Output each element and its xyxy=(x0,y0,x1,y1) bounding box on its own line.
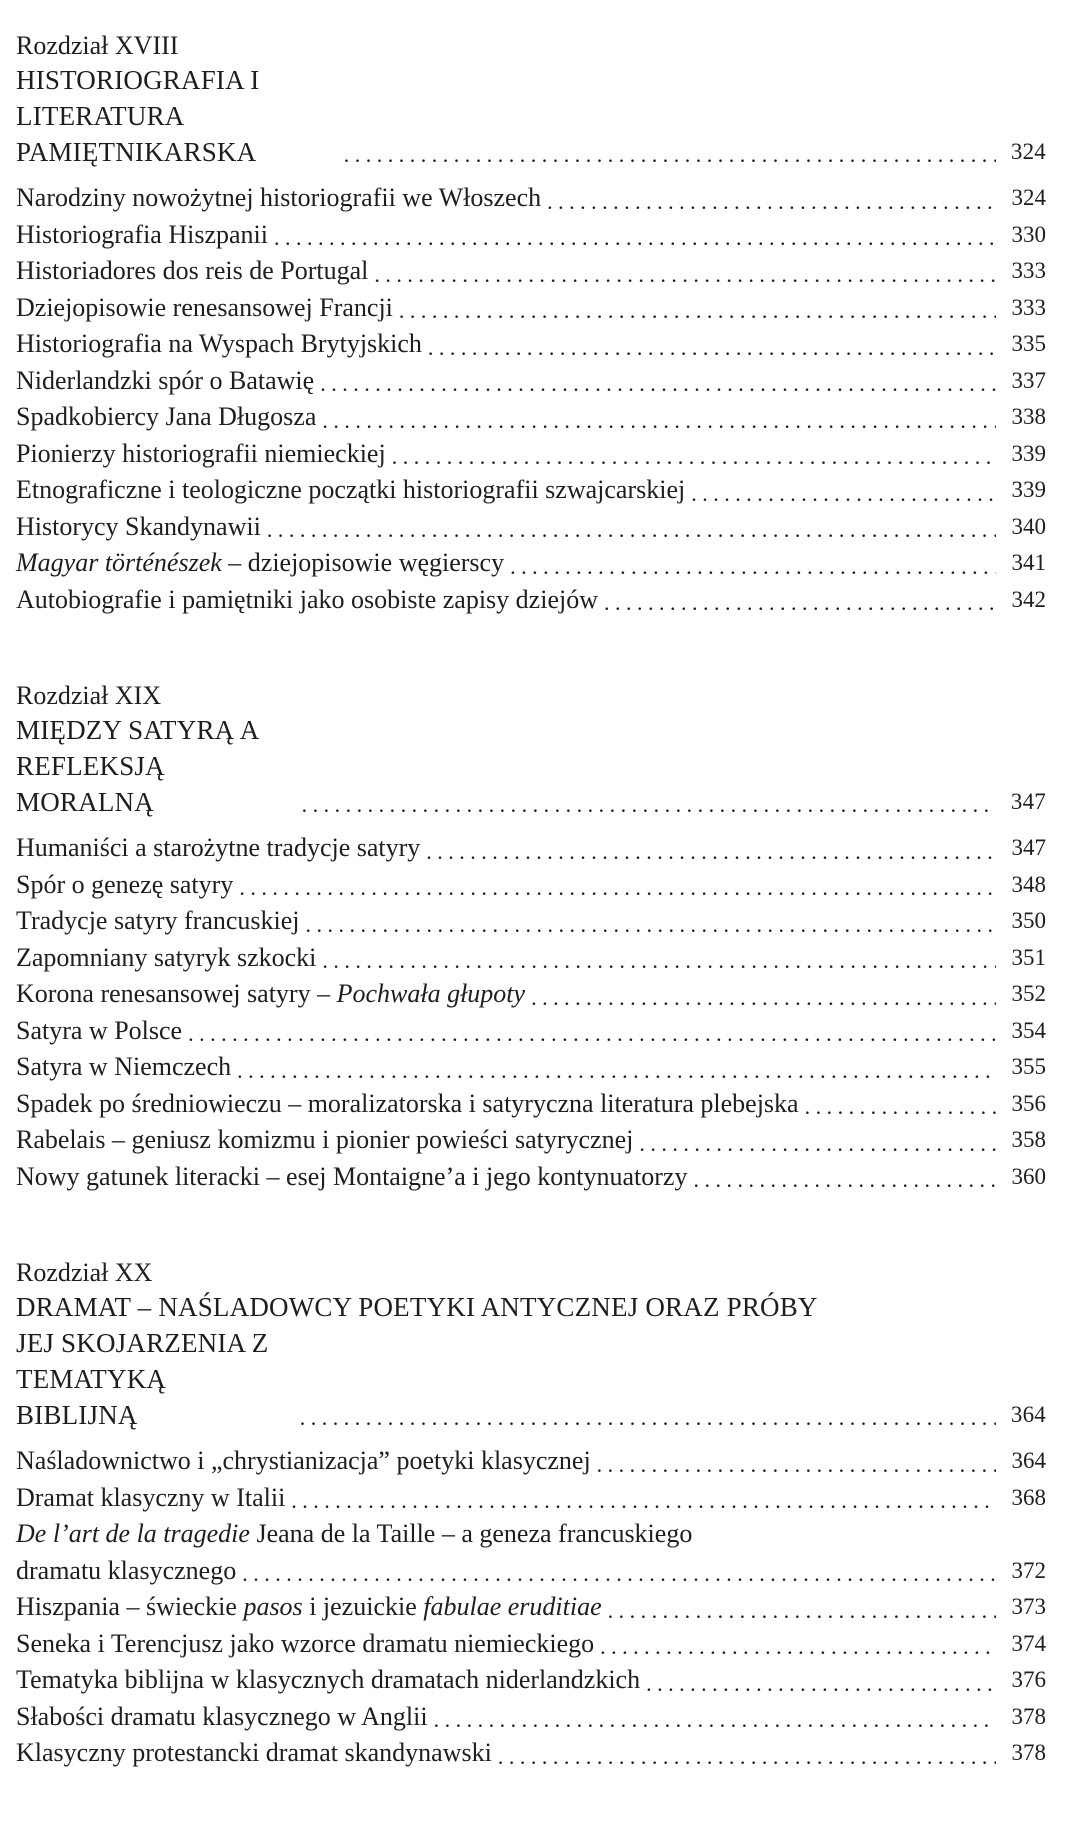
toc-entry xyxy=(16,1662,1046,1699)
entry-title-italic: De l’art de la tragedie xyxy=(16,1519,250,1548)
leader-dots xyxy=(531,983,996,1013)
entry-title: Rabelais – geniusz komizmu i pionier powieści satyrycznej xyxy=(16,1125,634,1154)
toc-entry xyxy=(16,1480,1046,1517)
page-number: 333 xyxy=(1011,258,1046,283)
toc-entry xyxy=(16,903,1046,940)
entry-title-rest: – dziejopisowie węgierscy xyxy=(221,548,505,577)
page-number: 358 xyxy=(1011,1127,1046,1152)
toc-entry xyxy=(16,1013,1046,1050)
leader-dots xyxy=(267,515,996,545)
entry-title xyxy=(16,976,525,1013)
page-number: 352 xyxy=(1011,981,1046,1006)
entry-title: Historycy Skandynawii xyxy=(16,511,261,541)
chapter-title-line-2: JEJ SKOJARZENIA Z TEMATYKĄ BIBLIJNĄ xyxy=(16,1328,269,1430)
leader-dots xyxy=(691,479,996,509)
page-number: 368 xyxy=(1011,1484,1046,1510)
entry-title: Niderlandzki spór o Batawię xyxy=(16,365,315,395)
toc-entry xyxy=(16,582,1046,619)
entry-title: Tematyka biblijna w klasycznych dramatach niderlandzkich xyxy=(16,1665,641,1694)
toc-entry xyxy=(16,363,1046,400)
entry-title: Autobiografie i pamiętniki jako osobiste zapisy dziejów xyxy=(16,584,598,614)
entry-title: Historiadores dos reis de Portugal xyxy=(16,256,369,285)
entry-title: Satyra w Polsce xyxy=(16,1015,183,1045)
entry-title xyxy=(16,1516,692,1553)
toc-entry xyxy=(16,399,1046,436)
entry-title xyxy=(16,545,504,582)
entry-title: Narodziny nowożytnej historiografii we Włoszech xyxy=(16,183,542,212)
toc-entry xyxy=(16,180,1046,217)
entry-title-middle: i jezuickie xyxy=(302,1592,424,1621)
toc-entry xyxy=(16,976,1046,1013)
page-number: 376 xyxy=(1011,1667,1046,1692)
entry-title: Humaniści a starożytne tradycje satyry xyxy=(16,833,421,862)
toc-entry xyxy=(16,1443,1046,1480)
page-number: 330 xyxy=(1011,221,1046,247)
page-number: 360 xyxy=(1011,1163,1046,1189)
page-number: 339 xyxy=(1011,440,1046,466)
entry-title: Pionierzy historiografii niemieckiej xyxy=(16,438,386,468)
leader-dots xyxy=(239,873,996,903)
entry-title: Etnograficzne i teologiczne początki historiografii szwajcarskiej xyxy=(16,475,686,504)
page-number: 347 xyxy=(1010,789,1046,814)
chapter-title-row xyxy=(16,62,1046,170)
leader-dots xyxy=(600,1632,996,1662)
leader-dots xyxy=(608,1596,996,1626)
page-number: 324 xyxy=(1011,185,1046,210)
leader-dots xyxy=(805,1092,996,1122)
chapter-xix xyxy=(16,680,1046,1195)
chapter-title-line-1: DRAMAT – NAŚLADOWCY POETYKI ANTYCZNEJ ORAZ PRÓBY xyxy=(16,1292,818,1322)
toc-entry xyxy=(16,1159,1046,1196)
toc-entry xyxy=(16,436,1046,473)
toc-entry xyxy=(16,1086,1046,1123)
page-number: 373 xyxy=(1011,1594,1046,1619)
leader-dots xyxy=(426,837,996,867)
leader-dots xyxy=(646,1669,996,1699)
toc-entry xyxy=(16,1122,1046,1159)
entry-title: Satyra w Niemczech xyxy=(16,1052,232,1081)
chapter-label: Rozdział XIX xyxy=(16,681,162,710)
entry-title-continued: dramatu klasycznego xyxy=(16,1555,237,1585)
page-number: 374 xyxy=(1011,1630,1046,1656)
page-number: 364 xyxy=(1010,1402,1046,1427)
toc-entry xyxy=(16,509,1046,546)
toc-entry xyxy=(16,1699,1046,1736)
leader-dots xyxy=(302,790,996,820)
page-number: 356 xyxy=(1011,1090,1046,1116)
page-number: 324 xyxy=(1010,139,1046,164)
page-number: 378 xyxy=(1011,1740,1046,1765)
leader-dots xyxy=(399,296,996,326)
toc-entry xyxy=(16,830,1046,867)
leader-dots xyxy=(498,1742,996,1772)
page-number: 378 xyxy=(1011,1703,1046,1729)
page-number: 348 xyxy=(1011,871,1046,897)
leader-dots xyxy=(344,140,996,170)
page-number: 351 xyxy=(1011,944,1046,970)
leader-dots xyxy=(392,442,996,472)
entry-title: Zapomniany satyryk szkocki xyxy=(16,942,317,972)
page-number: 341 xyxy=(1011,550,1046,575)
toc-entry xyxy=(16,1553,1046,1590)
leader-dots xyxy=(237,1056,996,1086)
entry-title: Spadkobiercy Jana Długosza xyxy=(16,402,317,431)
entry-title-italic: pasos xyxy=(243,1592,303,1621)
entry-title: Naśladownictwo i „chrystianizacja” poetyki klasycznej xyxy=(16,1446,591,1475)
entry-title: Spór o genezę satyry xyxy=(16,869,234,899)
leader-dots xyxy=(322,406,996,436)
chapter-xviii xyxy=(16,30,1046,618)
entry-title-italic-end: fabulae eruditiae xyxy=(423,1592,602,1621)
page-number: 350 xyxy=(1011,908,1046,933)
toc-entry xyxy=(16,867,1046,904)
leader-dots xyxy=(434,1705,996,1735)
entry-title: Tradycje satyry francuskiej xyxy=(16,906,300,935)
toc-entry xyxy=(16,472,1046,509)
toc-entry xyxy=(16,253,1046,290)
leader-dots xyxy=(274,223,996,253)
entry-title: Dziejopisowie renesansowej Francji xyxy=(16,292,393,322)
toc-entry-line-1 xyxy=(16,1516,1046,1553)
leader-dots xyxy=(547,187,996,217)
leader-dots xyxy=(693,1165,996,1195)
page-number: 337 xyxy=(1011,367,1046,393)
entry-title-italic: Magyar történészek xyxy=(16,548,222,577)
entry-title-italic: Pochwała głupoty xyxy=(336,979,526,1008)
page-number: 355 xyxy=(1011,1054,1046,1079)
toc-entry xyxy=(16,1735,1046,1772)
entry-title: Nowy gatunek literacki – esej Montaigne’a i jego kontynuatorzy xyxy=(16,1161,688,1191)
page-number: 372 xyxy=(1011,1557,1046,1583)
leader-dots xyxy=(374,260,996,290)
leader-dots xyxy=(306,910,996,940)
toc-entry xyxy=(16,1626,1046,1663)
toc-entry xyxy=(16,1589,1046,1626)
leader-dots xyxy=(300,1403,996,1433)
leader-dots xyxy=(322,946,996,976)
entry-title xyxy=(16,1589,602,1626)
entry-title: Słabości dramatu klasycznego w Anglii xyxy=(16,1701,428,1731)
page-number: 333 xyxy=(1011,294,1046,320)
leader-dots xyxy=(188,1019,996,1049)
entry-title: Spadek po średniowieczu – moralizatorska i satyryczna literatura plebejska xyxy=(16,1088,799,1118)
toc-entry xyxy=(16,1049,1046,1086)
page-number: 347 xyxy=(1011,835,1046,860)
chapter-title-line xyxy=(16,1289,1046,1325)
toc-entry xyxy=(16,940,1046,977)
toc-entry xyxy=(16,290,1046,327)
page-number: 340 xyxy=(1011,513,1046,539)
leader-dots xyxy=(320,369,996,399)
page-number: 364 xyxy=(1011,1448,1046,1473)
toc-entry xyxy=(16,217,1046,254)
chapter-title: HISTORIOGRAFIA I LITERATURA PAMIĘTNIKARSKA xyxy=(16,65,260,167)
chapter-label: Rozdział XX xyxy=(16,1258,153,1287)
leader-dots xyxy=(639,1129,996,1159)
page-number: 354 xyxy=(1011,1017,1046,1043)
page-number: 335 xyxy=(1011,331,1046,356)
entry-title-rest: Jeana de la Taille – a geneza francuskiego xyxy=(249,1519,693,1548)
entry-title-main: Korona renesansowej satyry – xyxy=(16,979,337,1008)
leader-dots xyxy=(510,552,996,582)
entry-title: Historiografia na Wyspach Brytyjskich xyxy=(16,329,422,358)
chapter-label: Rozdział XVIII xyxy=(16,31,179,60)
chapter-title: MIĘDZY SATYRĄ A REFLEKSJĄ MORALNĄ xyxy=(16,715,259,817)
leader-dots xyxy=(428,333,996,363)
entry-title: Dramat klasyczny w Italii xyxy=(16,1482,286,1512)
entry-title-main: Hiszpania – świeckie xyxy=(16,1592,244,1621)
entry-title: Seneka i Terencjusz jako wzorce dramatu niemieckiego xyxy=(16,1628,595,1658)
toc-entry xyxy=(16,326,1046,363)
leader-dots xyxy=(604,588,996,618)
toc-entry xyxy=(16,545,1046,582)
leader-dots xyxy=(291,1486,996,1516)
chapter-xx xyxy=(16,1257,1046,1772)
page-number: 342 xyxy=(1011,586,1046,612)
table-of-contents xyxy=(16,30,1046,1834)
leader-dots xyxy=(242,1559,996,1589)
entry-title: Klasyczny protestancki dramat skandynawski xyxy=(16,1738,492,1767)
leader-dots xyxy=(597,1450,996,1480)
entry-title: Historiografia Hiszpanii xyxy=(16,219,268,249)
chapter-title-row xyxy=(16,712,1046,820)
page-number: 339 xyxy=(1011,477,1046,502)
page-number: 338 xyxy=(1011,404,1046,429)
chapter-title-row xyxy=(16,1325,1046,1433)
